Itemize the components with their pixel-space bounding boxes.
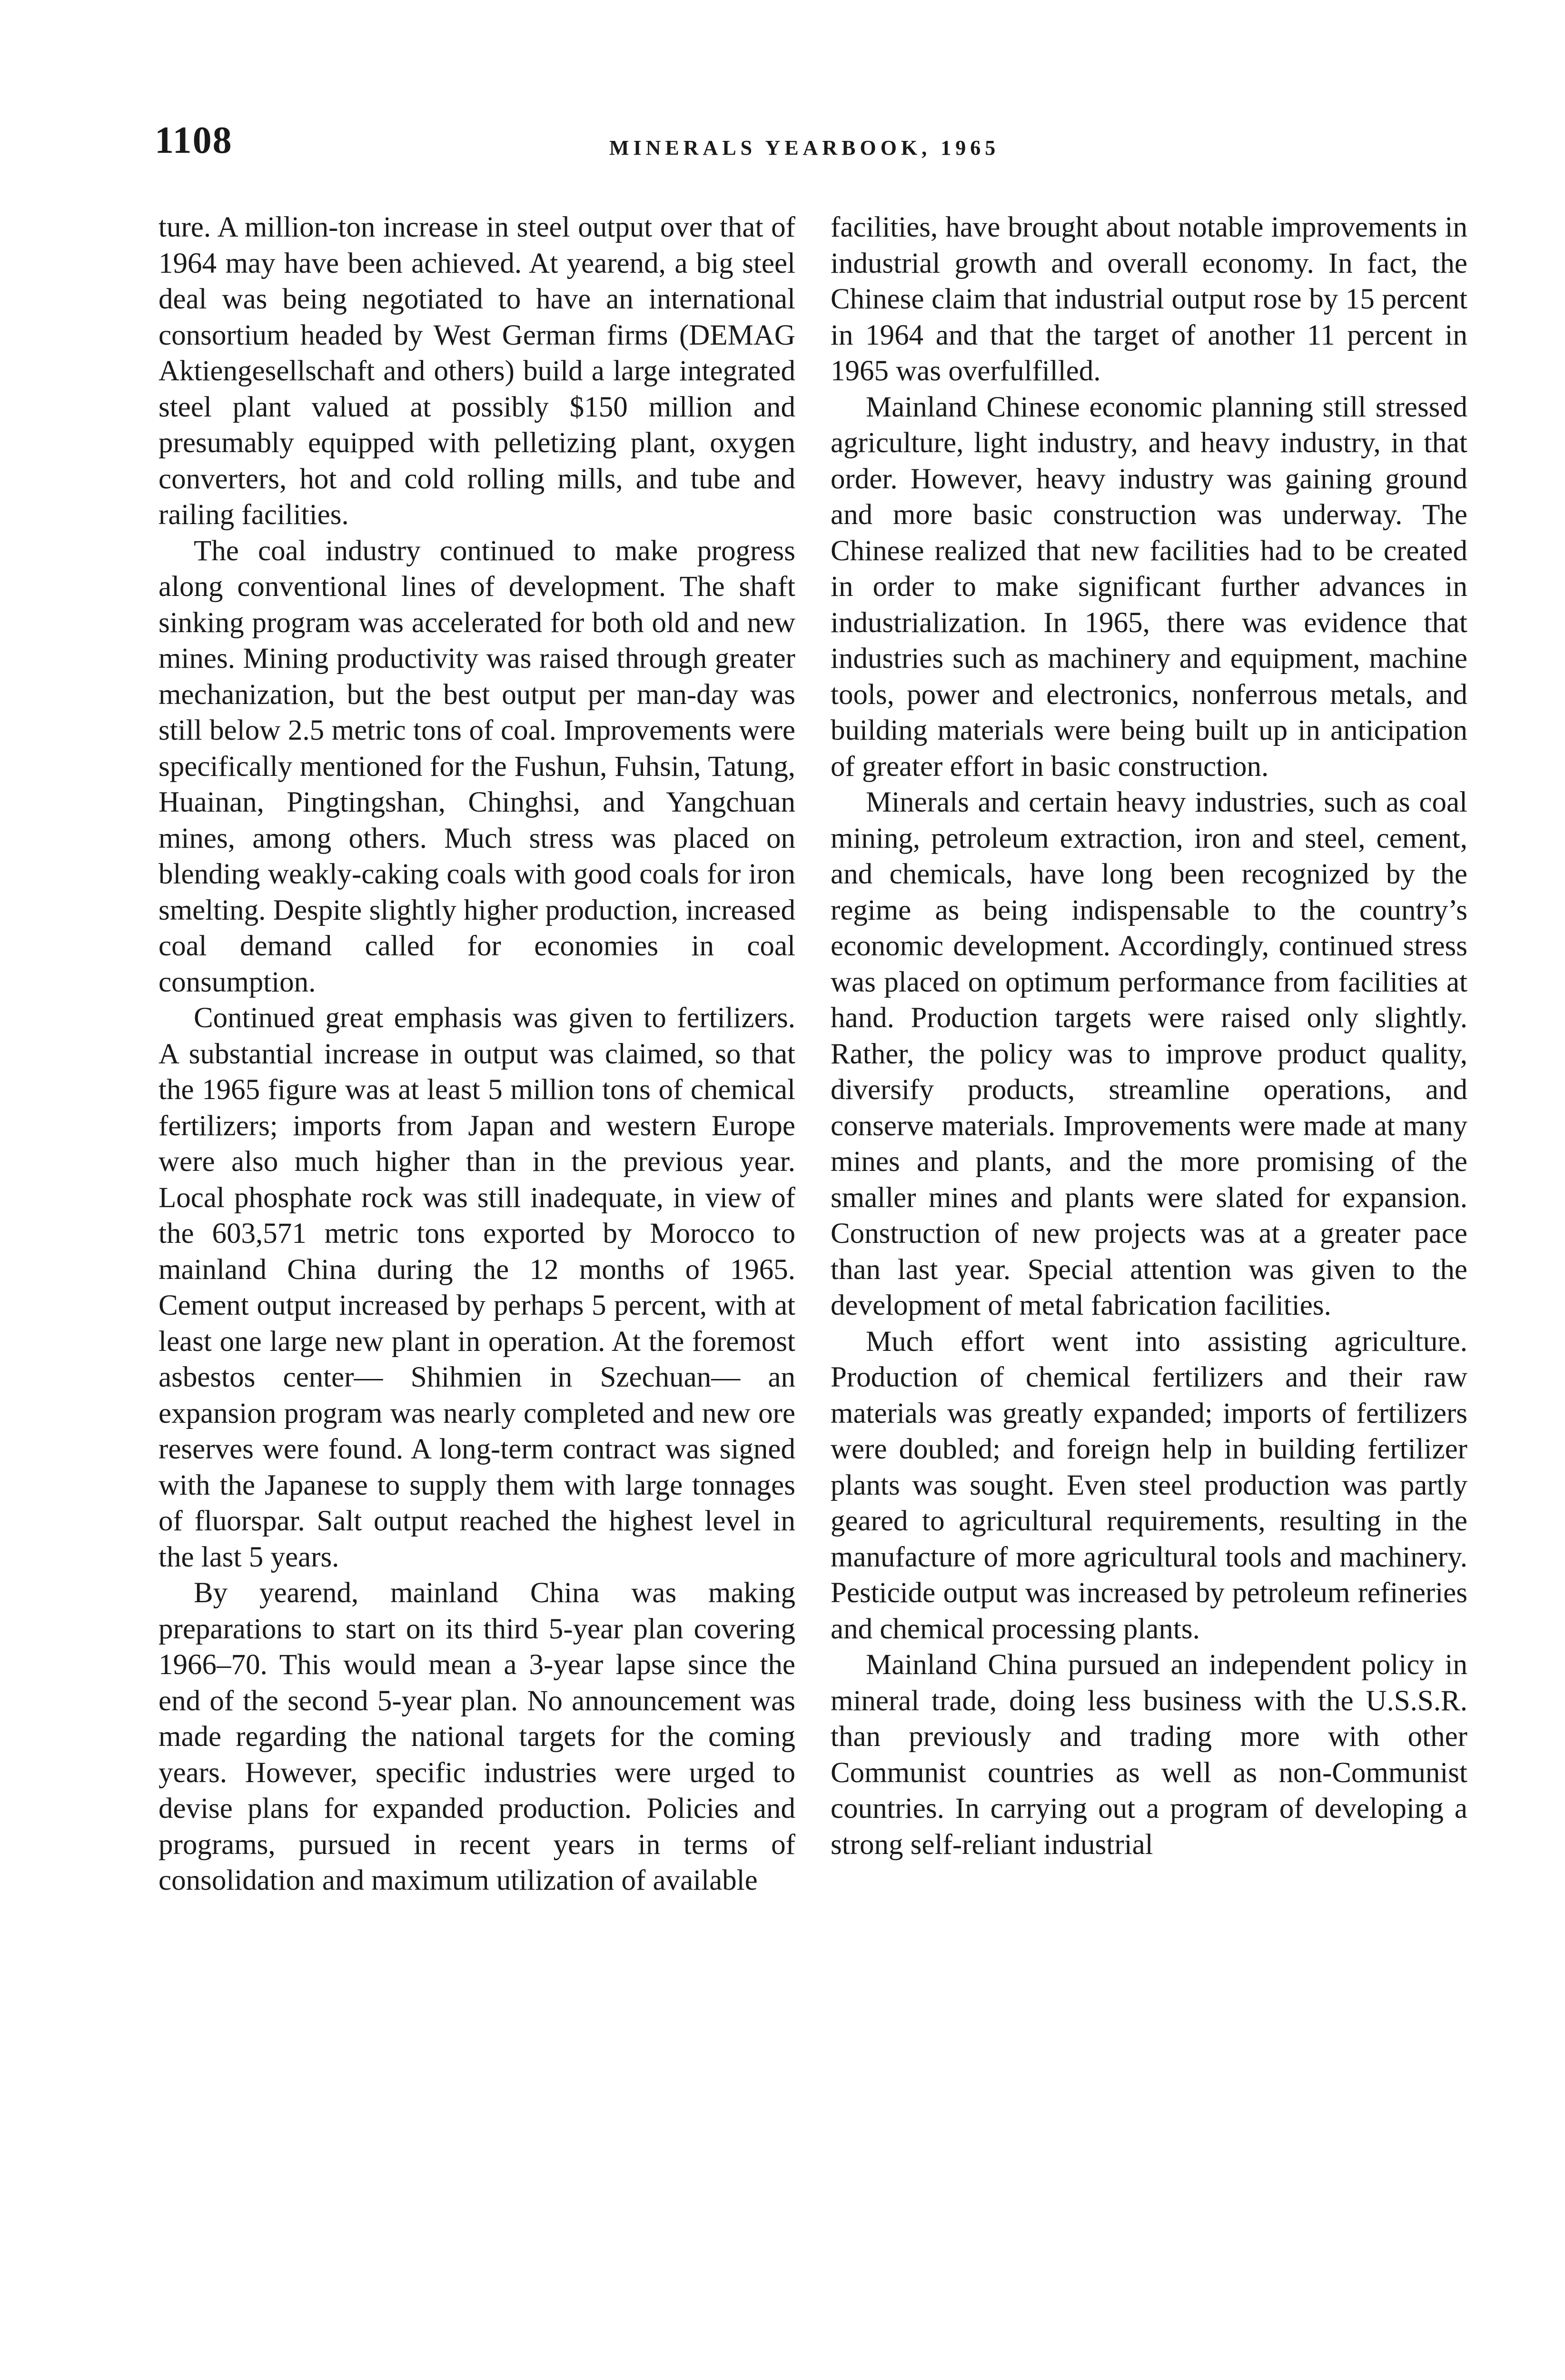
paragraph: facilities, have brought about notable improvements in industrial growth and overall economy. In fact, the Chinese claim that industrial output rose by 15 percent in 1964 and that the target of another 11 percent in 1965 was overfulfilled. [831, 211, 1467, 387]
paragraph: ture. A million-ton increase in steel output over that of 1964 may have been achieved. At yearend, a big steel deal was being negotiated to have an international consortium headed by West German firms (DEMAG Aktiengesellschaft and others) build a large integrated steel plant valued at possibly $150 million and presumably equipped with pelletizing plant, oxygen converters, hot and cold rolling mills, and tube and railing facilities. [158, 211, 795, 531]
paragraph: By yearend, mainland China was making preparations to start on its third 5-year plan covering 1966–70. This would mean a 3-year lapse since the end of the second 5-year plan. No announcement was made regarding the national targets for the coming years. However, specific industries were urged to devise plans for expanded production. Policies and programs, pursued in recent years in terms of consolidation and maximum utilization of available [158, 1577, 795, 1896]
paragraph: Continued great emphasis was given to fertilizers. A substantial increase in output was claimed, so that the 1965 figure was at least 5 million tons of chemical fertilizers; imports from Japan and western Europe were also much higher than in the previous year. Local phosphate rock was still inadequate, in view of the 603,571 metric tons exported by Morocco to mainland China during the 12 months of 1965. Cement output increased by perhaps 5 percent, with at least one large new plant in operation. At the foremost asbestos center— Shihmien in Szechuan— an expansion program was nearly completed and new ore reserves were found. A long-term contract was signed with the Japanese to supply them with large tonnages of fluorspar. Salt output reached the highest level in the last 5 years. [158, 1002, 795, 1573]
left-column [158, 209, 795, 1899]
paragraph: The coal industry continued to make progress along conventional lines of development. The shaft sinking program was accelerated for both old and new mines. Mining productivity was raised through greater mechanization, but the best output per man-day was still below 2.5 metric tons of coal. Improvements were specifically mentioned for the Fushun, Fuhsin, Tatung, Huainan, Pingtingshan, Chinghsi, and Yangchuan mines, among others. Much stress was placed on blending weakly-caking coals with good coals for iron smelting. Despite slightly higher production, increased coal demand called for economies in coal consumption. [158, 535, 795, 998]
paragraph: Minerals and certain heavy industries, such as coal mining, petroleum extraction, iron and steel, cement, and chemicals, have long been recognized by the regime as being indispensable to the country’s economic development. Accordingly, continued stress was placed on optimum performance from facilities at hand. Production targets were raised only slightly. Rather, the policy was to improve product quality, diversify products, streamline operations, and conserve materials. Improvements were made at many mines and plants, and the more promising of the smaller mines and plants were slated for expansion. Construction of new projects was at a greater pace than last year. Special attention was given to the development of metal fabrication facilities. [831, 786, 1467, 1321]
paragraph: Much effort went into assisting agriculture. Production of chemical fertilizers and their raw materials was greatly expanded; imports of fertilizers were doubled; and foreign help in building fertilizer plants was sought. Even steel production was partly geared to agricultural requirements, resulting in the manufacture of more agricultural tools and machinery. Pesticide output was increased by petroleum refineries and chemical processing plants. [831, 1325, 1467, 1645]
paragraph: Mainland China pursued an independent policy in mineral trade, doing less business with the U.S.S.R. than previously and trading more with other Communist countries as well as non-Communist countries. In carrying out a program of developing a strong self-reliant industrial [831, 1649, 1467, 1861]
running-head: MINERALS YEARBOOK, 1965 [609, 136, 1000, 159]
page-number: 1108 [155, 119, 233, 161]
paragraph: Mainland Chinese economic planning still stressed agriculture, light industry, and heavy industry, in that order. However, heavy industry was gaining ground and more basic construction was underway. The Chinese realized that new facilities had to be created in order to make significant further advances in industrialization. In 1965, there was evidence that industries such as machinery and equipment, machine tools, power and electronics, nonferrous metals, and building materials were being built up in anticipation of greater effort in basic construction. [831, 391, 1467, 783]
right-column [831, 209, 1467, 1863]
